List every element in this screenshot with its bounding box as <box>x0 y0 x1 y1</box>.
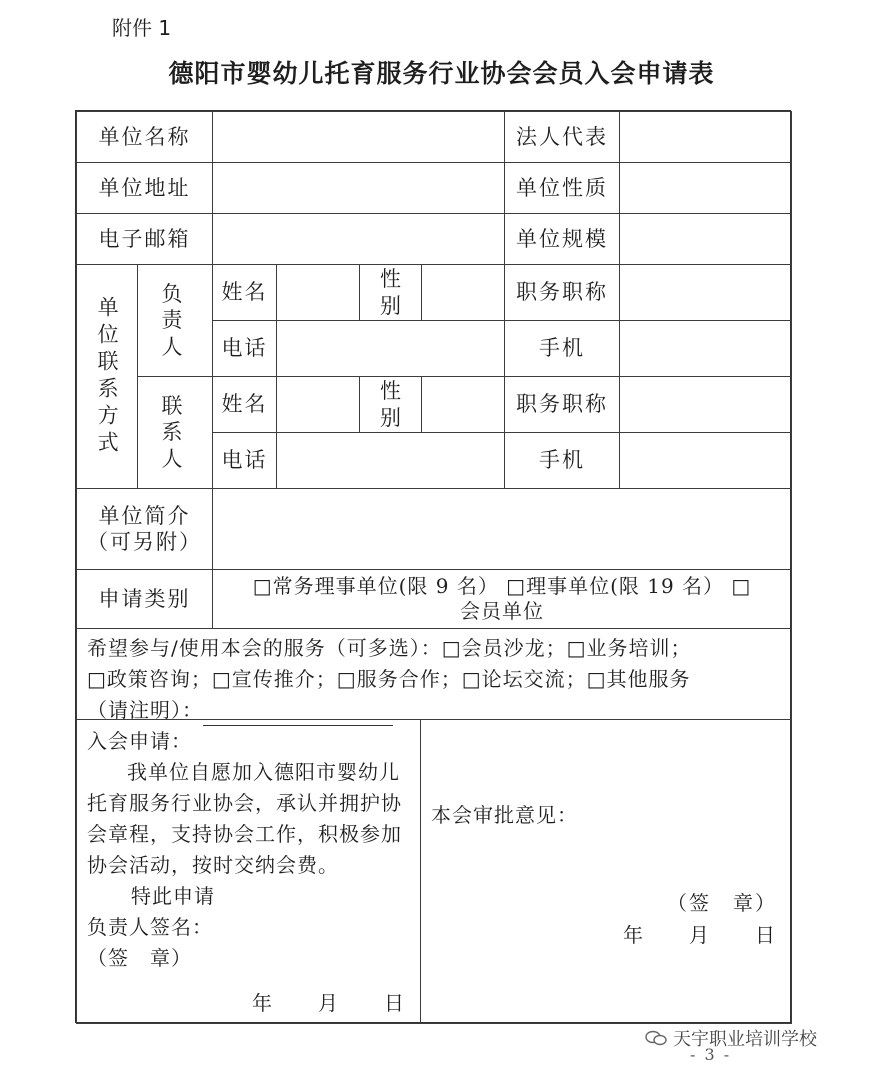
intro-label <box>76 488 213 570</box>
services-line2[interactable]: □政策咨询；□宣传推介；□服务合作；□论坛交流；□其他服务 <box>87 667 691 691</box>
watermark-text: 天宇职业培训学校 <box>673 1029 817 1050</box>
head-name-field[interactable] <box>276 264 360 321</box>
liaison-phone-label: 电话 <box>212 432 277 489</box>
intro-label-line1: 单位简介 <box>98 503 191 528</box>
page-title: 德阳市婴幼儿托育服务行业协会会员入会申请表 <box>168 59 715 88</box>
wechat-icon <box>645 1030 667 1046</box>
head-title-field[interactable] <box>619 264 792 321</box>
unit-scale-label: 单位规模 <box>504 213 620 265</box>
liaison-phone-field[interactable] <box>276 432 505 489</box>
liaison-label <box>137 376 213 489</box>
application-date: 年 月 日 <box>252 991 406 1015</box>
liaison-mobile-field[interactable] <box>619 432 792 489</box>
liaison-mobile-label: 手机 <box>504 432 620 489</box>
liaison-gender-label <box>359 376 422 433</box>
application-seal: （签 章） <box>87 946 192 970</box>
liaison-name-field[interactable] <box>276 376 360 433</box>
head-phone-field[interactable] <box>276 320 505 377</box>
category-options-line1[interactable]: □常务理事单位(限 9 名） □理事单位(限 19 名） □ <box>252 574 752 598</box>
head-label-text: 负责人 <box>161 282 189 359</box>
category-label: 申请类别 <box>76 569 213 629</box>
head-mobile-field[interactable] <box>619 320 792 377</box>
approval-box <box>420 719 792 1024</box>
attachment-label: 附件 1 <box>112 16 172 40</box>
application-hereby: 特此申请 <box>131 884 215 908</box>
application-box <box>76 719 421 1024</box>
unit-address-label: 单位地址 <box>76 162 213 214</box>
head-gender-text: 性别 <box>380 267 403 318</box>
liaison-title-label: 职务职称 <box>504 376 620 433</box>
liaison-gender-field[interactable] <box>421 376 505 433</box>
head-label <box>137 264 213 377</box>
unit-nature-label: 单位性质 <box>504 162 620 214</box>
approval-heading: 本会审批意见： <box>431 803 578 827</box>
application-heading: 入会申请： <box>87 729 192 753</box>
email-field[interactable] <box>212 213 505 265</box>
application-signer: 负责人签名： <box>87 915 213 939</box>
unit-scale-field[interactable] <box>619 213 792 265</box>
approval-date: 年 月 日 <box>623 923 777 947</box>
page-number: - 3 - <box>690 1045 732 1064</box>
application-body: 我单位自愿加入德阳市婴幼儿托育服务行业协会，承认并拥护协会章程，支持协会工作，积极参加协会活动，按时交纳会费。 <box>87 760 402 877</box>
unit-nature-field[interactable] <box>619 162 792 214</box>
head-title-label: 职务职称 <box>504 264 620 321</box>
head-name-label: 姓名 <box>212 264 277 321</box>
services-line3: （请注明）： <box>87 698 203 722</box>
intro-field[interactable] <box>212 488 792 570</box>
services-row[interactable] <box>76 628 792 720</box>
unit-name-field[interactable] <box>212 111 505 163</box>
legal-rep-field[interactable] <box>619 111 792 163</box>
head-gender-field[interactable] <box>421 264 505 321</box>
liaison-title-field[interactable] <box>619 376 792 433</box>
head-mobile-label: 手机 <box>504 320 620 377</box>
intro-label-line2: （可另附） <box>87 530 202 554</box>
contact-group-label: 单位联系方式 <box>76 264 138 489</box>
head-phone-label: 电话 <box>212 320 277 377</box>
unit-address-field[interactable] <box>212 162 505 214</box>
unit-name-label: 单位名称 <box>76 111 213 163</box>
head-gender-label <box>359 264 422 321</box>
email-label: 电子邮箱 <box>76 213 213 265</box>
application-form <box>75 110 791 1023</box>
category-options-line2[interactable]: 会员单位 <box>460 599 544 623</box>
liaison-name-label: 姓名 <box>212 376 277 433</box>
liaison-label-text: 联系人 <box>161 394 189 471</box>
liaison-gender-text: 性别 <box>380 379 403 430</box>
legal-rep-label: 法人代表 <box>504 111 620 163</box>
approval-seal: （签 章） <box>667 891 777 915</box>
category-options[interactable] <box>212 569 792 629</box>
services-line1[interactable]: 希望参与/使用本会的服务（可多选）：□会员沙龙；□业务培训； <box>87 636 692 660</box>
